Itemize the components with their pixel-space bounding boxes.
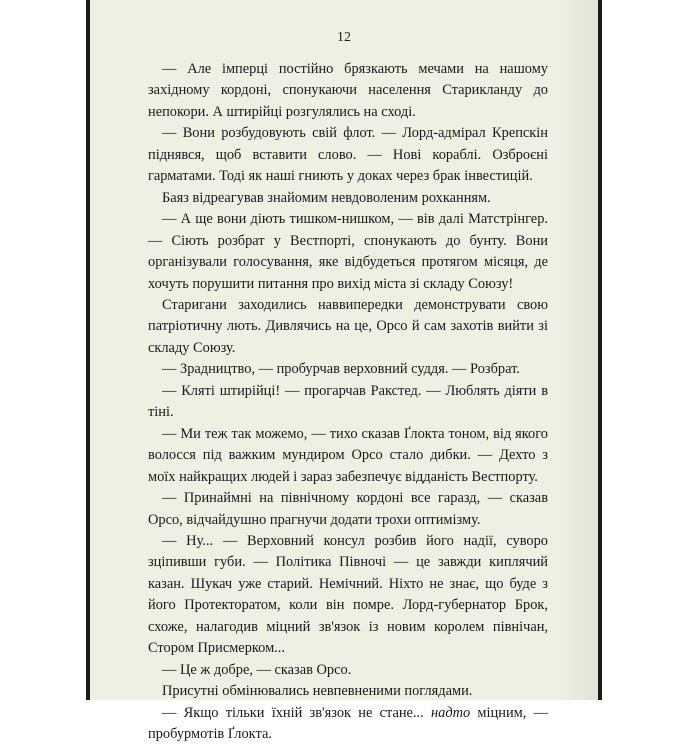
book-page <box>90 0 598 743</box>
emphasis-text: надто <box>430 704 471 721</box>
paragraph: — Ну... — Верховний консул розбив його надії, суворо зціпивши губи. — Політика Півночі — це завжди киплячий казан. Шукач уже старий. Немічний. Ніхто не знає, що буде з його Протекторатом, коли він помре. Лорд-губернатор Брок, схоже, налагодив міцний зв'язок із новим королем північан, Стором Присмерком... <box>148 532 548 657</box>
paragraph: Присутні обмінювались невпевненими поглядами. <box>162 683 473 700</box>
paragraph <box>148 703 548 746</box>
paragraph: Баяз відреагував знайомим невдоволеним рохканням. <box>162 189 491 206</box>
page-text <box>148 59 548 746</box>
paragraph: — Принаймні на північному кордоні все гаразд, — сказав Орсо, відчайдушно прагнучи додати трохи оптимізму. <box>148 490 548 528</box>
paragraph-text: — Якщо тільки їхній зв'язок не стане... <box>162 704 424 721</box>
paragraph: — Це ж добре, — сказав Орсо. <box>162 661 352 678</box>
paragraph-text-end: міцним, — пробурмотів Ґлокта. <box>148 704 548 743</box>
paragraph: — А ще вони діють тишком-нишком, — вів далі Матстрінгер. — Сіють розбрат у Вестпорті, спонукають до бунту. Вони організували голосування, яке відбудеться протягом місяця, де хочуть порушити питання про вихід міста зі складу Союзу! <box>148 211 548 292</box>
paragraph: — Кляті штирійці! — прогарчав Ракстед. — Люблять діяти в тіні. <box>148 382 548 421</box>
paragraph: — Ми теж так можемо, — тихо сказав Ґлокта тоном, від якого волосся під важким мундиром Орсо стало дибки. — Дехто з моїх найкращих людей і зараз забезпечує відданість Вестпорту. <box>148 425 548 485</box>
paragraph: — Вони розбудовують свій флот. — Лорд-адмірал Крепскін піднявся, щоб вставити слово. — Нові кораблі. Озброєні гарматами. Тоді як наші гниють у доках через брак інвестицій. <box>148 125 548 185</box>
paragraph: — Але імперці постійно брязкають мечами на нашому західному кордоні, спонукаючи населення Старикланду до непокори. А штирійці розгулялись на сході. <box>148 61 548 120</box>
paragraph: — Зрадництво, — пробурчав верховний суддя. — Розбрат. <box>162 361 520 378</box>
page-number: 12 <box>337 30 351 45</box>
paragraph: Старигани заходились наввипередки демонструвати свою патріотичну лють. Дивлячись на це, Орсо й сам захотів вийти зі складу Союзу. <box>148 296 548 356</box>
